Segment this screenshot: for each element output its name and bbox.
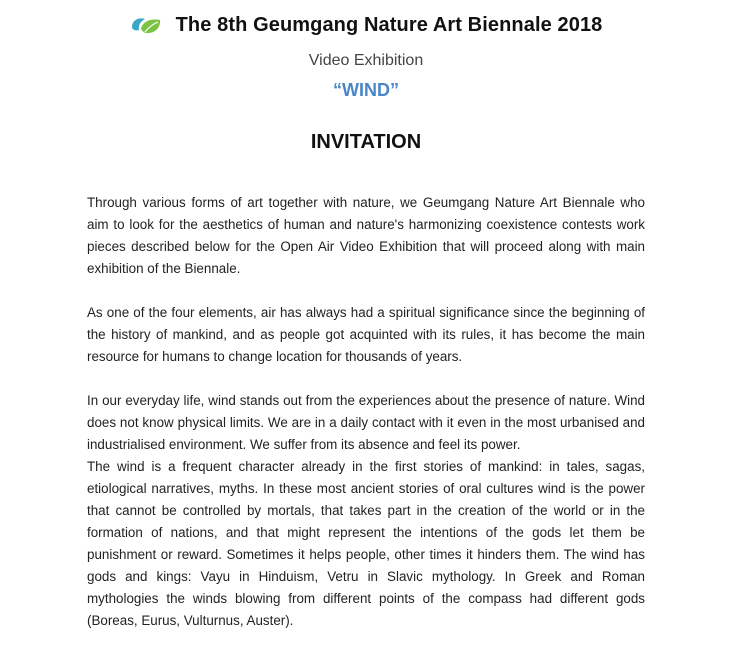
main-title: The 8th Geumgang Nature Art Biennale 2018	[175, 14, 603, 36]
invitation-heading: INVITATION	[310, 131, 422, 153]
theme-title: “WIND”	[333, 80, 399, 100]
paragraph-air: As one of the four elements, air has always had a spiritual significance since the beginning of the history of mankind, and as people got acquinted with its rules, it has become the main resource for humans to change location for thousands of years.	[87, 305, 645, 364]
paragraph-myths: The wind is a frequent character already in the first stories of mankind: in tales, sagas, etiological narratives, myths. In these most ancient stories of oral cultures wind is the power that cannot be controlled by mortals, that takes part in the creation of the world or in the formation of nations, and that might represent the intentions of the gods let them be punishment or reward. Sometimes it helps people, other times it hinders them. The wind has gods and kings: Vayu in Hinduism, Vetru in Slavic mythology. In Greek and Roman mythologies the winds blowing from different points of the compass had different gods (Boreas, Eurus, Vulturnus, Auster).	[87, 459, 645, 628]
paragraph-intro: Through various forms of art together with nature, we Geumgang Nature Art Biennale who aim to look for the aesthetics of human and nature's harmonizing coexistence contests work pieces described below for the Open Air Video Exhibition that will proceed along with main exhibition of the Biennale.	[87, 195, 645, 276]
document-header	[0, 14, 732, 42]
paragraph-everyday: In our everyday life, wind stands out from the experiences about the presence of nature. Wind does not know physical limits. We are in a daily contact with it even in the most urbanised and industrialised environment. We suffer from its absence and feel its power.	[87, 393, 645, 452]
subtitle: Video Exhibition	[308, 52, 424, 69]
title-row	[130, 14, 603, 37]
body-text	[87, 192, 645, 632]
leaf-logo-icon	[130, 15, 166, 37]
paragraph-gap	[87, 368, 645, 390]
paragraph-gap	[87, 280, 645, 302]
